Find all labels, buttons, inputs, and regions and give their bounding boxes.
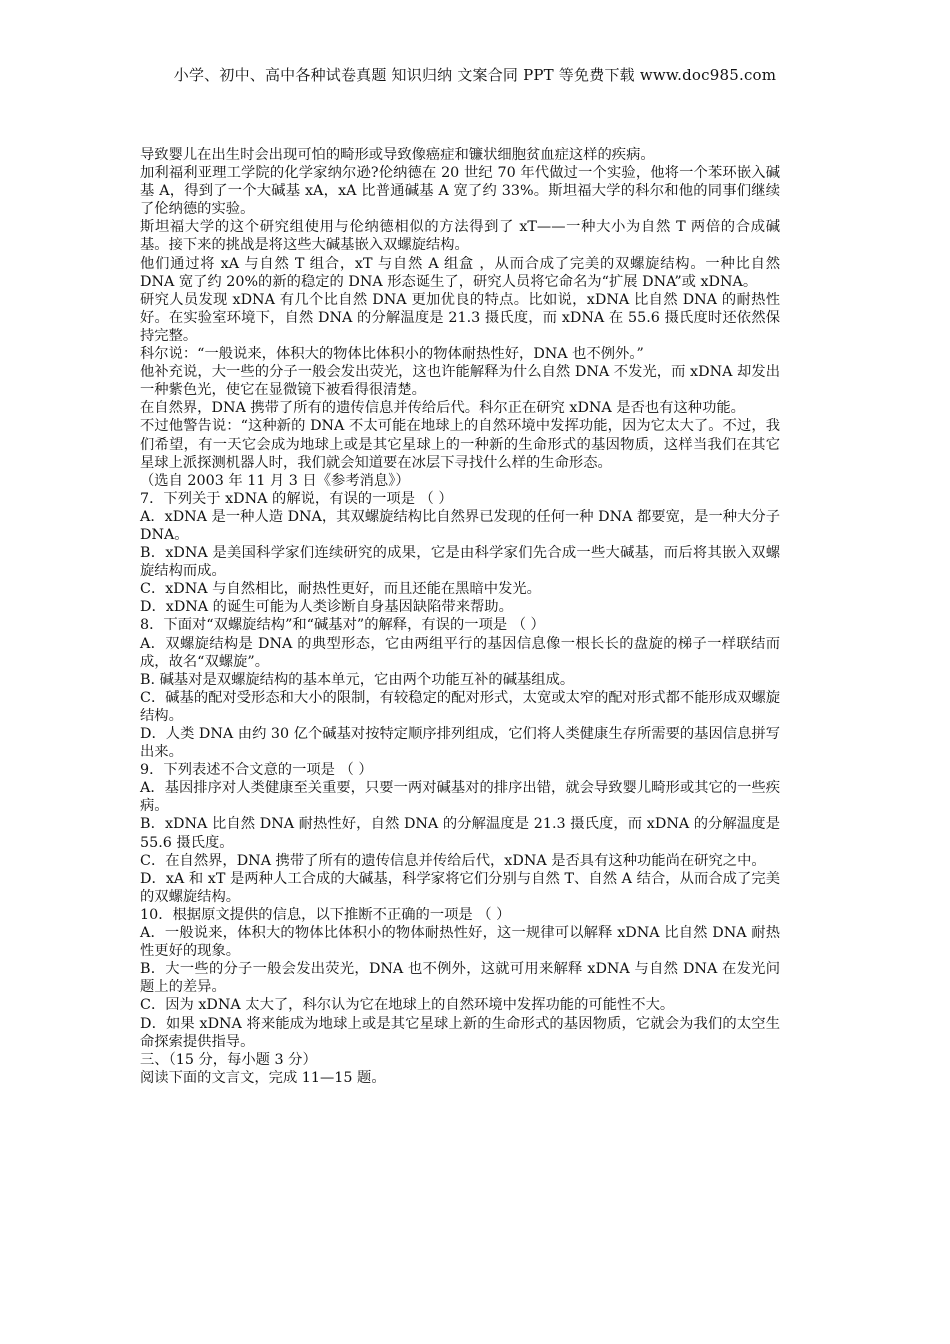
question-10-option-a: A．一般说来，体积大的物体比体积小的物体耐热性好，这一规律可以解释 xDNA 比自然 DNA 耐热性更好的现象。 (140, 925, 780, 960)
question-8-option-c: C．碱基的配对受形态和大小的限制，有较稳定的配对形式，太宽或太窄的配对形式都不能形成双螺旋结构。 (140, 689, 780, 724)
paragraph: 在自然界，DNA 携带了所有的遗传信息并传给后代。科尔正在研究 xDNA 是否也有这种功能。 (140, 400, 745, 417)
paragraph: 不过他警告说：“这种新的 DNA 不太可能在地球上的自然环境中发挥功能，因为它太大了。不过，我们希望，有一天它会成为地球上或是其它星球上的一种新的生命形式的基因物质，这样当我们在其它星球上派探测机器人时，我们就会知道要在冰层下寻找什么样的生命形态。 (140, 418, 780, 471)
question-9-option-d: D．xA 和 xT 是两种人工合成的大碱基，科学家将它们分别与自然 T、自然 A 结合，从而合成了完美的双螺旋结构。 (140, 870, 780, 905)
question-8-option-a: A．双螺旋结构是 DNA 的典型形态，它由两组平行的基因信息像一根长长的盘旋的梯子一样联结而成，故名“双螺旋”。 (140, 635, 780, 670)
section-instruction: 阅读下面的文言文，完成 11—15 题。 (140, 1069, 386, 1086)
paragraph: 斯坦福大学的这个研究组使用与伦纳德相似的方法得到了 xT——一种大小为自然 T 两倍的合成碱基。接下来的挑战是将这些大碱基嵌入双螺旋结构。 (140, 219, 780, 254)
paragraph: 研究人员发现 xDNA 有几个比自然 DNA 更加优良的特点。比如说，xDNA 比自然 DNA 的耐热性好。在实验室环境下，自然 DNA 的分解温度是 21.3 摄氏度，而 xDNA 在 55.6 摄氏度时还依然保持完整。 (140, 291, 780, 344)
question-9: 9．下列表述不合文意的一项是 （ ） (140, 762, 373, 779)
question-9-option-a: A．基因排序对人类健康至关重要，只要一两对碱基对的排序出错，就会导致婴儿畸形或其它的一些疾病。 (140, 780, 780, 815)
question-8: 8．下面对“双螺旋结构”和“碱基对”的解释，有误的一项是 （ ） (140, 617, 545, 634)
question-10-option-d: D．如果 xDNA 将来能成为地球上或是其它星球上新的生命形式的基因物质，它就会为我们的太空生命探索提供指导。 (140, 1015, 780, 1050)
question-9-option-c: C．在自然界，DNA 携带了所有的遗传信息并传给后代，xDNA 是否具有这种功能尚在研究之中。 (140, 852, 766, 869)
paragraph: 导致婴儿在出生时会出现可怕的畸形或导致像癌症和镰状细胞贫血症这样的疾病。 (140, 147, 655, 163)
question-10-option-c: C．因为 xDNA 太大了，科尔认为它在地球上的自然环境中发挥功能的可能性不大。 (140, 997, 675, 1014)
section-heading: 三、（15 分，每小题 3 分） (140, 1051, 317, 1068)
question-10-option-b: B．大一些的分子一般会发出荧光，DNA 也不例外，这就可用来解释 xDNA 与自然 DNA 在发光问题上的差异。 (140, 961, 780, 996)
page-header: 小学、初中、高中各种试卷真题 知识归纳 文案合同 PPT 等免费下载 www.doc985.com (173, 66, 777, 84)
question-8-option-d: D．人类 DNA 由约 30 亿个碱基对按特定顺序排列组成，它们将人类健康生存所需要的基因信息拼写出来。 (140, 726, 780, 761)
question-10: 10．根据原文提供的信息，以下推断不正确的一项是 （ ） (140, 906, 511, 923)
question-8-option-b: B. 碱基对是双螺旋结构的基本单元，它由两个功能互补的碱基组成。 (140, 671, 575, 688)
question-9-option-b: B．xDNA 比自然 DNA 耐热性好，自然 DNA 的分解温度是 21.3 摄氏度，而 xDNA 的分解温度是 55.6 摄氏度。 (140, 816, 780, 851)
question-7: 7．下列关于 xDNA 的解说，有误的一项是 （ ） (140, 490, 453, 507)
question-7-option-c: C．xDNA 与自然相比，耐热性更好，而且还能在黑暗中发光。 (140, 581, 541, 598)
source-citation: （选自 2003 年 11 月 3 日《参考消息》） (140, 472, 410, 489)
paragraph: 加利福利亚理工学院的化学家纳尔逊?伦纳德在 20 世纪 70 年代做过一个实验，他将一个苯环嵌入碱基 A，得到了一个大碱基 xA，xA 比普通碱基 A 宽了约 33%。斯坦福大学的科尔和他的同事们继续了伦纳德的实验。 (140, 165, 780, 218)
paragraph: 他补充说，大一些的分子一般会发出荧光，这也许能解释为什么自然 DNA 不发光，而 xDNA 却发出一种紫色光，使它在显微镜下被看得很清楚。 (140, 364, 780, 399)
question-7-option-b: B．xDNA 是美国科学家们连续研究的成果，它是由科学家们先合成一些大碱基，而后将其嵌入双螺旋结构而成。 (140, 545, 780, 580)
question-7-option-d: D．xDNA 的诞生可能为人类诊断自身基因缺陷带来帮助。 (140, 599, 513, 616)
question-7-option-a: A．xDNA 是一种人造 DNA，其双螺旋结构比自然界已发现的任何一种 DNA 都要宽，是一种大分子 DNA。 (140, 508, 780, 543)
paragraph: 科尔说：“一般说来，体积大的物体比体积小的物体耐热性好，DNA 也不例外。” (140, 346, 644, 363)
document-body (140, 146, 780, 1087)
paragraph: 他们通过将 xA 与自然 T 组合，xT 与自然 A 组盒 ，从而合成了完美的双螺旋结构。一种比自然 DNA 宽了约 20%的新的稳定的 DNA 形态诞生了，研究人员将它命名为“扩展 DNA”或 xDNA。 (140, 255, 780, 290)
